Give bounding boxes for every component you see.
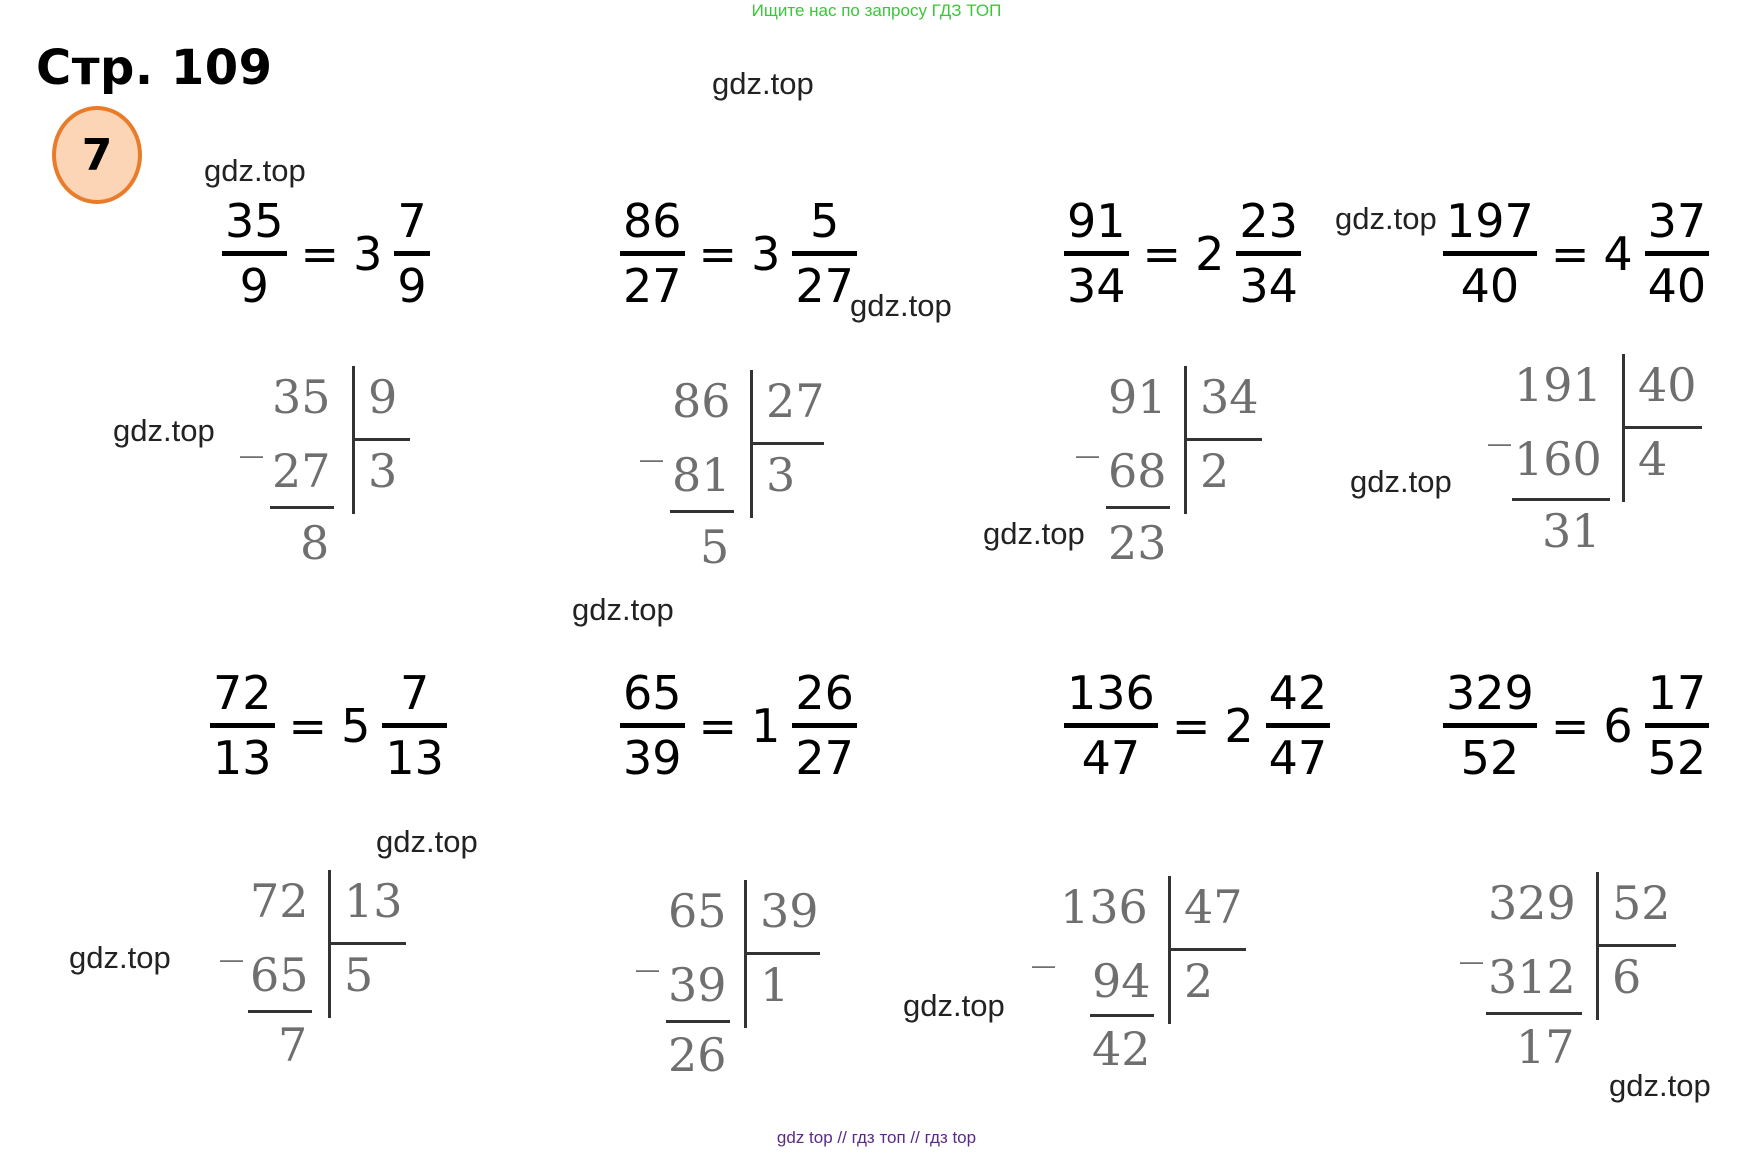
whole-part: 3 [353, 226, 383, 281]
watermark: gdz.top [1350, 464, 1452, 499]
quotient: 3 [766, 448, 796, 502]
dividend: 329 [1488, 876, 1576, 930]
whole-part: 4 [1603, 226, 1633, 281]
mixed-number-equation [222, 194, 430, 313]
watermark: gdz.top [376, 824, 478, 859]
remainder: 17 [1516, 1020, 1575, 1074]
proper-fraction [792, 666, 857, 785]
numerator: 86 [623, 194, 682, 248]
divisor: 47 [1184, 880, 1243, 934]
denominator: 52 [1460, 731, 1520, 785]
watermark: gdz.top [1609, 1068, 1711, 1103]
dividend: 91 [1108, 370, 1167, 424]
dividend: 65 [668, 884, 727, 938]
remainder: 42 [1092, 1022, 1151, 1076]
numerator: 197 [1446, 194, 1534, 248]
numerator: 5 [810, 194, 840, 248]
dividend: 86 [672, 374, 731, 428]
whole-part: 3 [751, 226, 781, 281]
proper-fraction [792, 194, 857, 313]
equals-sign: = [1550, 698, 1590, 753]
long-division [1488, 354, 1697, 558]
proper-fraction [1645, 194, 1710, 313]
divisor: 34 [1200, 370, 1259, 424]
whole-part: 1 [751, 698, 781, 753]
quotient: 2 [1184, 954, 1214, 1008]
watermark: gdz.top [113, 413, 215, 448]
denominator: 39 [623, 731, 682, 785]
watermark: gdz.top [903, 988, 1005, 1023]
divisor: 9 [368, 370, 398, 424]
proper-fraction [1266, 666, 1331, 785]
quotient: 2 [1200, 444, 1230, 498]
minus-sign: _ [240, 404, 263, 458]
numerator: 26 [795, 666, 854, 720]
remainder: 31 [1542, 504, 1601, 558]
proper-fraction [1236, 194, 1301, 313]
improper-fraction [1443, 194, 1537, 313]
search-hint-link[interactable]: Ищите нас по запросу ГДЗ ТОП [751, 1, 1002, 20]
denominator: 27 [795, 259, 854, 313]
numerator: 65 [623, 666, 682, 720]
proper-fraction [382, 666, 447, 785]
subtrahend: 160 [1514, 432, 1602, 486]
improper-fraction [210, 666, 275, 785]
whole-part: 2 [1224, 698, 1254, 753]
numerator: 23 [1239, 194, 1298, 248]
numerator: 42 [1268, 666, 1328, 720]
subtrahend: 27 [272, 444, 331, 498]
equals-sign: = [1550, 226, 1590, 281]
remainder: 26 [668, 1028, 727, 1082]
remainder: 23 [1108, 516, 1167, 570]
improper-fraction [620, 194, 685, 313]
improper-fraction [222, 194, 287, 313]
watermark: gdz.top [572, 592, 674, 627]
numerator: 35 [225, 194, 284, 248]
task-number-badge [52, 106, 142, 204]
minus-sign: _ [1076, 404, 1099, 458]
denominator: 13 [213, 731, 272, 785]
equals-sign: = [300, 226, 340, 281]
improper-fraction [1064, 194, 1129, 313]
subtrahend: 312 [1488, 950, 1576, 1004]
quotient: 6 [1612, 950, 1642, 1004]
quotient: 3 [368, 444, 398, 498]
remainder: 5 [700, 520, 730, 574]
minus-sign: _ [1032, 914, 1055, 968]
denominator: 47 [1268, 731, 1328, 785]
footer-links[interactable]: gdz top // гдз топ // гдз top [776, 1128, 977, 1147]
divisor: 39 [760, 884, 819, 938]
mixed-number-equation [210, 666, 447, 785]
equals-sign: = [698, 698, 738, 753]
denominator: 40 [1460, 259, 1520, 313]
numerator: 329 [1446, 666, 1534, 720]
denominator: 9 [239, 259, 269, 313]
mixed-number-equation [1064, 194, 1301, 313]
proper-fraction [1645, 666, 1710, 785]
quotient: 1 [760, 958, 790, 1012]
denominator: 27 [795, 731, 854, 785]
whole-part: 6 [1603, 698, 1633, 753]
numerator: 72 [213, 666, 272, 720]
task-number: 7 [81, 129, 113, 181]
dividend: 191 [1514, 358, 1602, 412]
remainder: 8 [300, 516, 330, 570]
whole-part: 5 [341, 698, 371, 753]
long-division [636, 880, 826, 1082]
numerator: 91 [1067, 194, 1126, 248]
improper-fraction [620, 666, 685, 785]
minus-sign: _ [636, 918, 659, 972]
equals-sign: = [288, 698, 328, 753]
minus-sign: _ [1460, 910, 1483, 964]
proper-fraction [394, 194, 429, 313]
numerator: 7 [397, 194, 427, 248]
subtrahend: 39 [668, 958, 727, 1012]
watermark: gdz.top [204, 153, 306, 188]
watermark: gdz.top [69, 940, 171, 975]
subtrahend: 68 [1108, 444, 1167, 498]
minus-sign: _ [640, 408, 663, 462]
mixed-number-equation [620, 194, 857, 313]
long-division [240, 366, 430, 570]
denominator: 47 [1081, 731, 1141, 785]
dividend: 35 [272, 370, 331, 424]
denominator: 13 [385, 731, 444, 785]
mixed-number-equation [620, 666, 857, 785]
denominator: 34 [1239, 259, 1298, 313]
divisor: 27 [766, 374, 825, 428]
improper-fraction [1443, 666, 1537, 785]
mixed-number-equation [1443, 194, 1709, 313]
denominator: 40 [1647, 259, 1707, 313]
dividend: 72 [250, 874, 309, 928]
divisor: 13 [344, 874, 403, 928]
long-division [1032, 876, 1243, 1076]
watermark: gdz.top [712, 66, 814, 101]
remainder: 7 [278, 1018, 308, 1072]
numerator: 17 [1647, 666, 1707, 720]
watermark: gdz.top [1335, 201, 1437, 236]
subtrahend: 65 [250, 948, 309, 1002]
minus-sign: _ [220, 908, 243, 962]
denominator: 27 [623, 259, 682, 313]
dividend: 136 [1060, 880, 1148, 934]
quotient: 4 [1638, 432, 1668, 486]
long-division [640, 370, 830, 574]
equals-sign: = [1142, 226, 1182, 281]
divisor: 40 [1638, 358, 1697, 412]
long-division [1460, 872, 1671, 1074]
watermark: gdz.top [850, 288, 952, 323]
equals-sign: = [698, 226, 738, 281]
mixed-number-equation [1064, 666, 1330, 785]
numerator: 136 [1067, 666, 1155, 720]
long-division [220, 870, 410, 1072]
subtrahend: 94 [1092, 954, 1151, 1008]
denominator: 52 [1647, 731, 1707, 785]
minus-sign: _ [1488, 392, 1511, 446]
whole-part: 2 [1195, 226, 1225, 281]
quotient: 5 [344, 948, 374, 1002]
watermark: gdz.top [983, 516, 1085, 551]
equals-sign: = [1171, 698, 1211, 753]
page-title: Стр. 109 [36, 40, 273, 96]
long-division [1076, 366, 1266, 570]
numerator: 7 [400, 666, 430, 720]
divisor: 52 [1612, 876, 1671, 930]
mixed-number-equation [1443, 666, 1709, 785]
denominator: 9 [397, 259, 427, 313]
numerator: 37 [1647, 194, 1707, 248]
subtrahend: 81 [672, 448, 731, 502]
improper-fraction [1064, 666, 1158, 785]
denominator: 34 [1067, 259, 1126, 313]
